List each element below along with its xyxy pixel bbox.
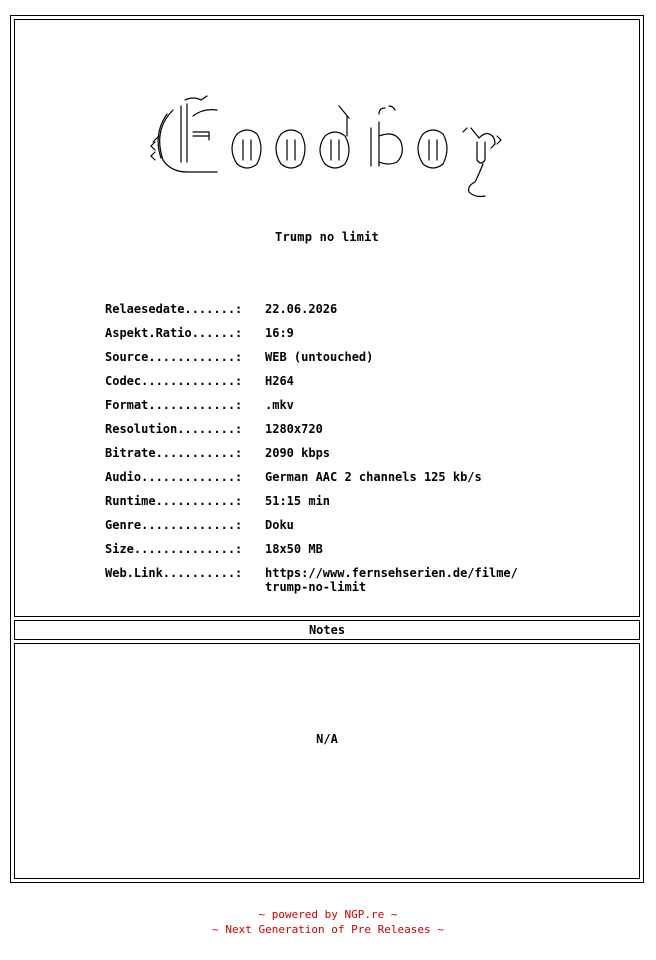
info-value: Doku bbox=[265, 518, 294, 532]
release-info-list bbox=[105, 302, 625, 594]
info-key: Size..............: bbox=[105, 542, 243, 556]
footer bbox=[0, 907, 656, 937]
goodboy-ascii-logo-icon bbox=[133, 92, 513, 204]
info-row-format bbox=[105, 398, 625, 422]
info-value: 51:15 min bbox=[265, 494, 331, 508]
web-link[interactable]: https://www.fernsehserien.de/filme/ trump-no-limit bbox=[265, 566, 518, 594]
info-row-resolution bbox=[105, 422, 625, 446]
info-key: Format............: bbox=[105, 398, 243, 412]
info-row-bitrate bbox=[105, 446, 625, 470]
info-row-size bbox=[105, 542, 625, 566]
info-key: Runtime...........: bbox=[105, 494, 243, 508]
info-value: German AAC 2 channels 125 kb/s bbox=[265, 470, 482, 484]
info-key: Genre.............: bbox=[105, 518, 243, 532]
nfo-frame bbox=[10, 15, 644, 883]
info-value: 22.06.2026 bbox=[265, 302, 338, 316]
info-key: Aspekt.Ratio......: bbox=[105, 326, 243, 340]
info-key: Source............: bbox=[105, 350, 243, 364]
footer-tagline: ~ Next Generation of Pre Releases ~ bbox=[212, 923, 444, 936]
info-row-codec bbox=[105, 374, 625, 398]
info-key: Resolution........: bbox=[105, 422, 243, 436]
info-key: Codec.............: bbox=[105, 374, 243, 388]
info-row-aspect-ratio bbox=[105, 326, 625, 350]
info-value: 18x50 MB bbox=[265, 542, 323, 556]
release-title: Trump no limit bbox=[275, 230, 379, 244]
info-value: 2090 kbps bbox=[265, 446, 331, 460]
info-value: WEB (untouched) bbox=[265, 350, 374, 364]
info-value: 16:9 bbox=[265, 326, 294, 340]
info-key: Bitrate...........: bbox=[105, 446, 243, 460]
notes-body: N/A bbox=[316, 732, 338, 746]
info-row-genre bbox=[105, 518, 625, 542]
info-key: Web.Link..........: bbox=[105, 566, 243, 580]
info-row-releasedate bbox=[105, 302, 625, 326]
info-row-audio bbox=[105, 470, 625, 494]
notes-title-box bbox=[14, 620, 640, 640]
info-key: Audio.............: bbox=[105, 470, 243, 484]
info-key: Relaesedate.......: bbox=[105, 302, 243, 316]
release-info-box bbox=[14, 19, 640, 617]
info-row-source bbox=[105, 350, 625, 374]
notes-title: Notes bbox=[308, 623, 346, 637]
info-value: 1280x720 bbox=[265, 422, 323, 436]
footer-powered-by[interactable]: ~ powered by NGP.re ~ bbox=[258, 908, 398, 921]
info-row-runtime bbox=[105, 494, 625, 518]
info-row-web-link bbox=[105, 566, 625, 594]
info-value: .mkv bbox=[265, 398, 294, 412]
info-value: H264 bbox=[265, 374, 294, 388]
notes-box bbox=[14, 643, 640, 879]
